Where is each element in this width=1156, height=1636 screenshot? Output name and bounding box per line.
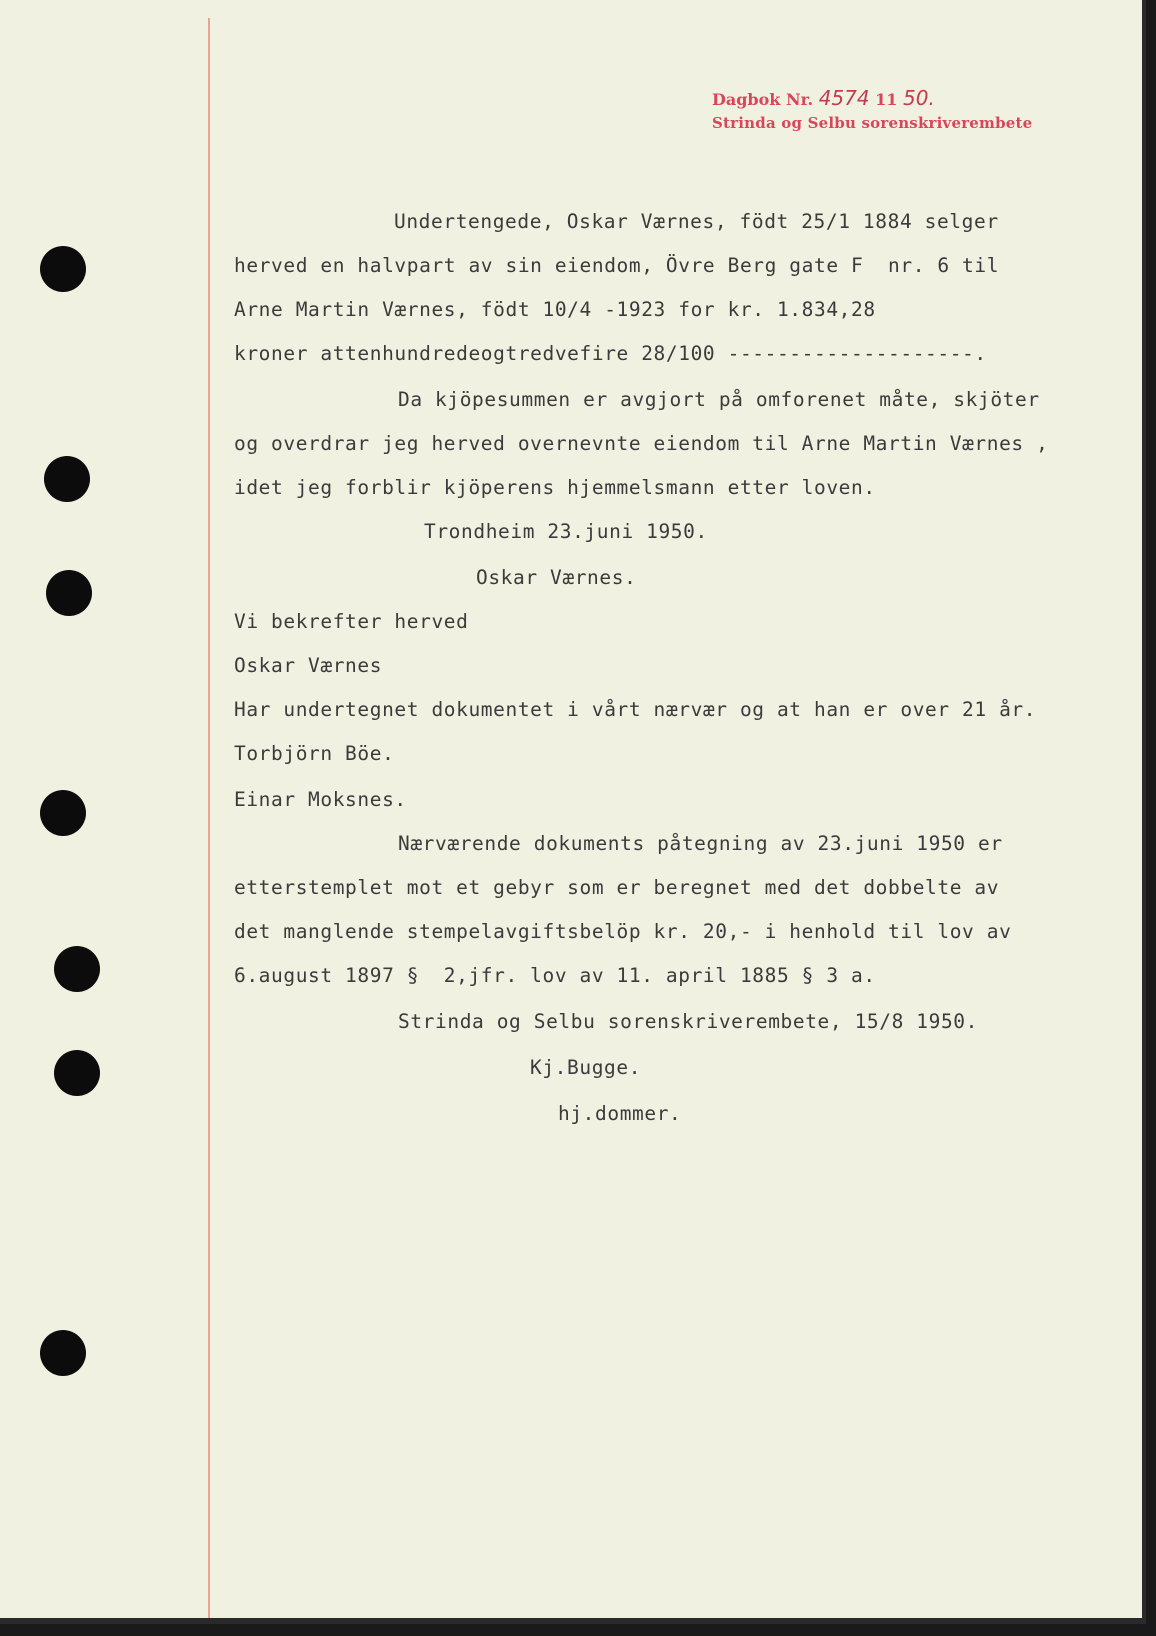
text-line: idet jeg forblir kjöperens hjemmelsmann etter loven.	[234, 476, 876, 499]
text-line: Da kjöpesummen er avgjort på omforenet måte, skjöter	[398, 388, 1040, 411]
text-line: etterstemplet mot et gebyr som er beregnet med det dobbelte av	[234, 876, 1000, 899]
text-line: kroner attenhundredeogtredvefire 28/100 --------------------.	[234, 342, 987, 365]
witness-line: Einar Moksnes.	[234, 788, 407, 811]
stamp-number: 4574	[818, 86, 870, 110]
text-line: Strinda og Selbu sorenskriverembete, 15/8 1950.	[398, 1010, 978, 1033]
office-stamp: Strinda og Selbu sorenskriverembete	[712, 114, 1033, 132]
text-line: og overdrar jeg herved overnevnte eiendom til Arne Martin Værnes ,	[234, 432, 1049, 455]
text-line: Undertengede, Oskar Værnes, födt 25/1 1884 selger	[394, 210, 999, 233]
text-line: Oskar Værnes	[234, 654, 383, 677]
journal-stamp	[712, 86, 935, 110]
margin-line	[208, 18, 210, 1618]
text-line: Nærværende dokuments påtegning av 23.juni 1950 er	[398, 832, 1003, 855]
signature-line: Kj.Bugge.	[530, 1056, 642, 1079]
text-line: Har undertegnet dokumentet i vårt nærvær og at han er over 21 år.	[234, 698, 1037, 721]
text-line: Arne Martin Værnes, födt 10/4 -1923 for kr. 1.834,28	[234, 298, 876, 321]
punch-hole	[40, 790, 86, 836]
witness-line: Torbjörn Böe.	[234, 742, 395, 765]
text-line: Vi bekrefter herved	[234, 610, 469, 633]
text-line: Trondheim 23.juni 1950.	[424, 520, 708, 543]
stamp-mid: 11	[875, 90, 898, 109]
punch-hole	[40, 246, 86, 292]
punch-hole	[54, 946, 100, 992]
signature-title: hj.dommer.	[558, 1102, 682, 1125]
signature-line: Oskar Værnes.	[476, 566, 637, 589]
punch-hole	[40, 1330, 86, 1376]
punch-hole	[44, 456, 90, 502]
punch-hole	[46, 570, 92, 616]
text-line: 6.august 1897 § 2,jfr. lov av 11. april 1885 § 3 a.	[234, 964, 876, 987]
text-line: det manglende stempelavgiftsbelöp kr. 20,- i henhold til lov av	[234, 920, 1012, 943]
punch-hole	[54, 1050, 100, 1096]
stamp-prefix: Dagbok Nr.	[712, 90, 814, 109]
stamp-year: 50.	[903, 86, 935, 110]
text-line: herved en halvpart av sin eiendom, Övre Berg gate F nr. 6 til	[234, 254, 1000, 277]
